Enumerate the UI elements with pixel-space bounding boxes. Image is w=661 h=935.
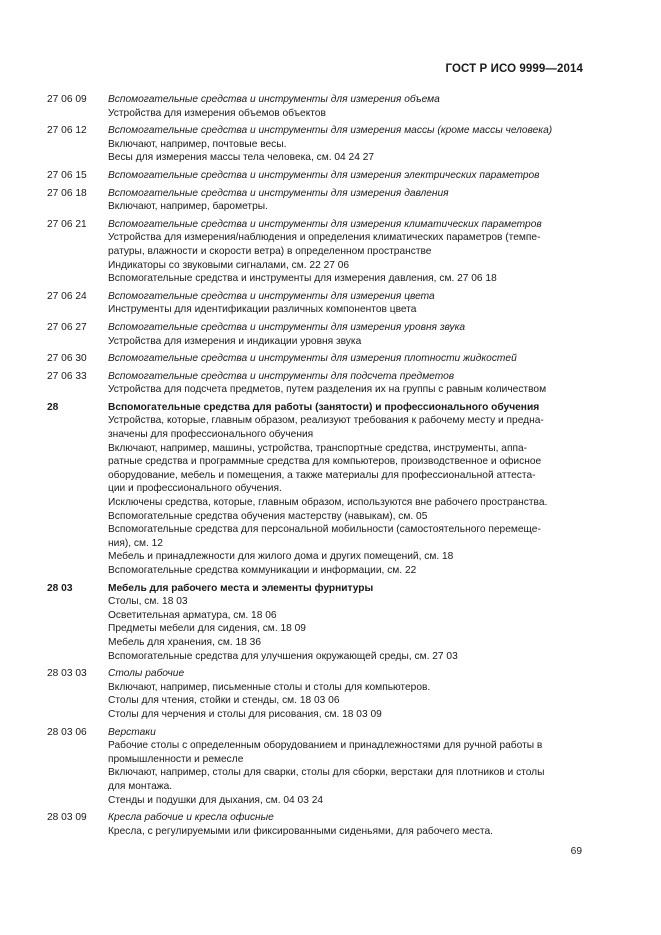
entry-text-line: Рабочие столы с определенным оборудованием и принадлежностями для ручной работы в — [108, 740, 543, 752]
classification-entry — [47, 321, 587, 348]
entry-text-line: Вспомогательные средства коммуникации и информации, см. 22 — [108, 565, 417, 576]
entry-text-line: Стенды и подушки для дыхания, см. 04 03 24 — [108, 794, 324, 806]
entry-text-line: Кресла, с регулируемыми или фиксированными сиденьями, для рабочего места. — [108, 825, 493, 837]
entry-body — [108, 321, 587, 348]
entry-text-line: Устройства для подсчета предметов, путем разделения их на группы с равным количеством — [108, 384, 547, 396]
entry-body — [108, 290, 587, 317]
classification-entry — [47, 187, 587, 214]
entry-text-line: Включают, например, барометры. — [108, 201, 268, 213]
classification-entry — [47, 370, 587, 397]
entry-text-line: Включают, например, письменные столы и столы для компьютеров. — [108, 681, 431, 693]
entry-body — [108, 811, 587, 838]
classification-entry — [47, 811, 587, 838]
entry-title: Верстаки — [108, 726, 156, 738]
entry-text-line: Осветительная арматура, см. 18 06 — [108, 609, 277, 621]
entry-body — [108, 169, 587, 183]
entry-title: Вспомогательные средства и инструменты для измерения объема — [108, 94, 440, 105]
entry-title: Вспомогательные средства и инструменты для измерения климатических параметров — [108, 218, 542, 230]
entry-text-line: оборудование, мебель и помещения, а также материалы для профессиональной аттеста- — [108, 469, 536, 481]
entry-code: 27 06 30 — [47, 353, 87, 365]
entry-code: 27 06 27 — [47, 321, 87, 333]
entry-text-line: значены для профессионального обучения — [108, 429, 314, 441]
entry-code: 28 — [47, 401, 59, 413]
entry-title: Столы рабочие — [108, 668, 185, 680]
entry-code: 28 03 — [47, 582, 73, 594]
entry-code: 27 06 12 — [47, 125, 87, 137]
entry-text-line: Предметы мебели для сидения, см. 18 09 — [108, 623, 306, 635]
entry-text-line: Включают, например, столы для сварки, столы для сборки, верстаки для плотников и столы — [108, 767, 545, 779]
entry-title: Вспомогательные средства и инструменты для подсчета предметов — [108, 370, 455, 382]
page-header-standard: ГОСТ Р ИСО 9999—2014 — [445, 63, 583, 75]
entry-text-line: Столы для чтения, стойки и стенды, см. 18 03 06 — [108, 695, 340, 707]
classification-entry — [47, 124, 587, 165]
entry-text-line: для монтажа. — [108, 780, 173, 792]
page-number: 69 — [570, 846, 582, 857]
entry-text-line: ратуры, влажности и скорости ветра) в определенном пространстве — [108, 245, 432, 257]
entry-body — [108, 352, 587, 366]
entry-text-line: Столы для черчения и столы для рисования, см. 18 03 09 — [108, 708, 382, 720]
entry-title: Вспомогательные средства и инструменты для измерения давления — [108, 187, 449, 199]
classification-entry — [47, 401, 587, 578]
classification-entry — [47, 667, 587, 721]
classification-entry — [47, 582, 587, 664]
entry-title: Вспомогательные средства для работы (занятости) и профессионального обучения — [108, 401, 540, 413]
entry-code: 28 03 03 — [47, 668, 87, 680]
entry-body — [108, 401, 587, 578]
entry-text-line: Вспомогательные средства для улучшения окружающей среды, см. 27 03 — [108, 650, 458, 662]
entry-text-line: Исключены средства, которые, главным образом, используются вне рабочего пространства. — [108, 497, 548, 509]
entry-code: 27 06 15 — [47, 169, 87, 181]
entry-title: Вспомогательные средства и инструменты для измерения электрических параметров — [108, 169, 540, 181]
entry-title: Вспомогательные средства и инструменты для измерения плотности жидкостей — [108, 353, 517, 365]
entry-text-line: Включают, например, машины, устройства, транспортные средства, инструменты, аппа- — [108, 442, 528, 454]
entry-code: 28 03 09 — [47, 812, 87, 824]
entry-code: 27 06 21 — [47, 218, 87, 230]
classification-entry — [47, 290, 587, 317]
entry-text-line: Весы для измерения массы тела человека, см. 04 24 27 — [108, 152, 375, 164]
entry-text-line: Мебель для хранения, см. 18 36 — [108, 636, 261, 648]
classification-entry — [47, 726, 587, 808]
entry-code: 28 03 06 — [47, 726, 87, 738]
entry-text-line: Устройства, которые, главным образом, реализуют требования к рабочему месту и предна- — [108, 415, 544, 427]
classification-entries — [47, 93, 587, 842]
entry-text-line: Включают, например, почтовые весы. — [108, 138, 287, 150]
entry-body — [108, 93, 587, 120]
entry-code: 27 06 09 — [47, 94, 87, 105]
entry-text-line: Устройства для измерения/наблюдения и определения климатических параметров (темпе- — [108, 232, 541, 244]
entry-text-line: Вспомогательные средства обучения мастерству (навыкам), см. 05 — [108, 510, 428, 522]
classification-entry — [47, 93, 587, 120]
entry-text-line: промышленности и ремесле — [108, 753, 244, 765]
entry-text-line: Устройства для измерения объемов объектов — [108, 107, 326, 119]
entry-body — [108, 582, 587, 664]
entry-title: Вспомогательные средства и инструменты для измерения уровня звука — [108, 321, 466, 333]
entry-title: Вспомогательные средства и инструменты для измерения массы (кроме массы человека) — [108, 125, 553, 137]
entry-body — [108, 667, 587, 721]
entry-title: Кресла рабочие и кресла офисные — [108, 812, 274, 824]
entry-text-line: Инструменты для идентификации различных компонентов цвета — [108, 304, 417, 316]
classification-entry — [47, 169, 587, 183]
entry-text-line: Индикаторы со звуковыми сигналами, см. 22 27 06 — [108, 259, 350, 271]
entry-text-line: Столы, см. 18 03 — [108, 596, 188, 608]
entry-text-line: Вспомогательные средства и инструменты для измерения давления, см. 27 06 18 — [108, 273, 497, 285]
entry-body — [108, 124, 587, 165]
entry-text-line: Вспомогательные средства для персональной мобильности (самостоятельного перемеще- — [108, 524, 541, 536]
entry-body — [108, 726, 587, 808]
classification-entry — [47, 352, 587, 366]
entry-body — [108, 370, 587, 397]
entry-code: 27 06 33 — [47, 370, 87, 382]
entry-text-line: ратные средства и программные средства для компьютеров, производственное и офисное — [108, 456, 542, 468]
entry-text-line: ции и профессионального обучения. — [108, 483, 282, 495]
classification-entry — [47, 218, 587, 286]
entry-text-line: ния), см. 12 — [108, 537, 163, 549]
entry-body — [108, 218, 587, 286]
entry-text-line: Мебель и принадлежности для жилого дома и других помещений, см. 18 — [108, 551, 454, 563]
entry-code: 27 06 18 — [47, 187, 87, 199]
entry-title: Мебель для рабочего места и элементы фурнитуры — [108, 582, 374, 594]
entry-text-line: Устройства для измерения и индикации уровня звука — [108, 335, 362, 347]
entry-body — [108, 187, 587, 214]
entry-code: 27 06 24 — [47, 290, 87, 302]
entry-title: Вспомогательные средства и инструменты для измерения цвета — [108, 290, 435, 302]
